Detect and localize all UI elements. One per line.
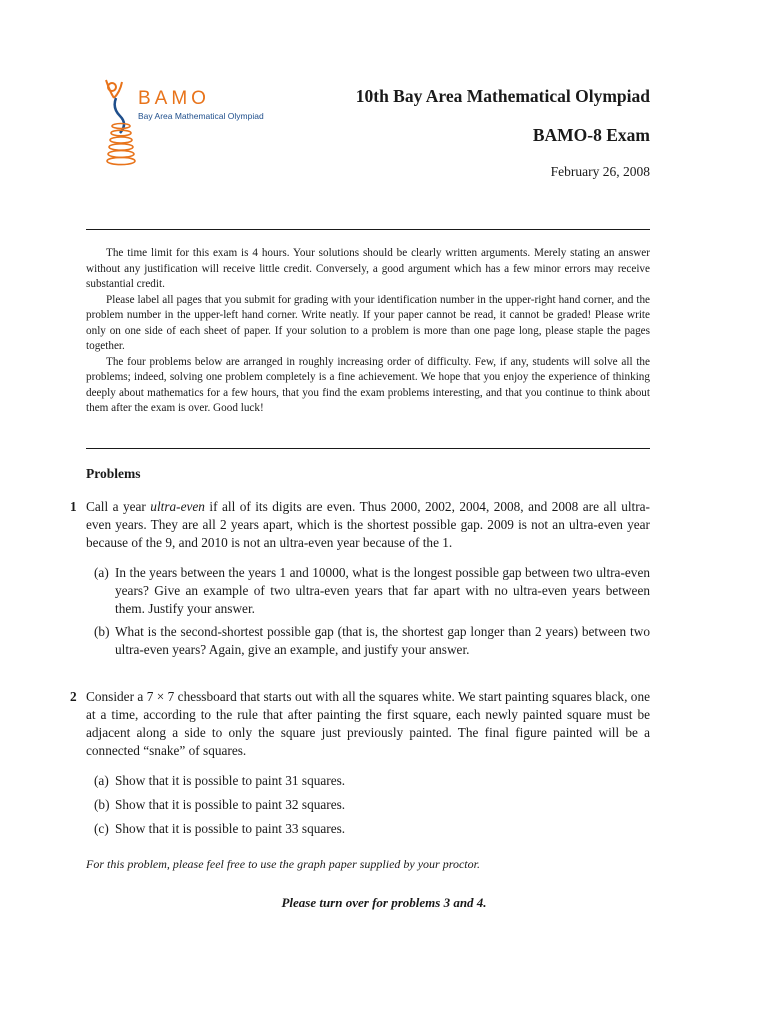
problem-part: (b) What is the second-shortest possible gap (that is, the shortest gap longer than 2 years) between two ultra-even years? Again, give an example, and justify your answer. <box>94 624 650 657</box>
exam-date: February 26, 2008 <box>550 164 650 179</box>
instructions-paragraph: The four problems below are arranged in roughly increasing order of difficulty. Few, if any, students will solve all the problems; indeed, solving one problem completely is a fine achievement. We hope that you enjoy the experience of thinking deeply about mathematics for a few hours, that you find the exam problems interesting, and that you continue to think about them after the exam is over. Good luck! <box>86 355 650 414</box>
logo-subtitle: Bay Area Mathematical Olympiad <box>138 111 264 121</box>
problem-parts <box>86 564 650 659</box>
graph-paper-note: For this problem, please feel free to use the graph paper supplied by your proctor. <box>86 857 480 871</box>
instructions-paragraph: The time limit for this exam is 4 hours. Your solutions should be clearly written arguments. Merely stating an answer without any justification will receive little credit. Conversely, a good argument which has a few minor errors may receive substantial credit. <box>86 247 650 290</box>
problem-part: (b) Show that it is possible to paint 32 squares. <box>94 797 346 812</box>
exam-heading: 10th Bay Area Mathematical Olympiad <box>355 86 650 106</box>
problems-heading: Problems <box>86 466 141 481</box>
instructions-paragraph: Please label all pages that you submit for grading with your identification number in the upper-right hand corner, and the problem number in the upper-left hand corner. Write neatly. If your paper cannot be read, it cannot be graded! Please write only on one side of each sheet of paper. If your solution to a problem is more than one page long, please staple the pages together. <box>86 293 650 352</box>
defined-term: ultra-even <box>150 499 205 514</box>
bamo-logo <box>100 78 280 178</box>
exam-name: BAMO-8 Exam <box>532 125 650 145</box>
problem-2 <box>70 688 650 844</box>
problem-part: (c) Show that it is possible to paint 33 squares. <box>94 821 346 836</box>
problem-part: (a) In the years between the years 1 and 10000, what is the longest possible gap between two ultra-even years? Give an example of two ultra-even years that far apart with no ultra-even years between them. Justify your answer. <box>94 565 650 616</box>
problem-1 <box>70 498 650 664</box>
instructions <box>86 246 650 417</box>
problem-part: (a) Show that it is possible to paint 31 squares. <box>94 773 346 788</box>
problem-number: 1 <box>70 499 77 514</box>
bamo-figure-icon <box>100 78 142 178</box>
top-divider <box>86 229 650 230</box>
logo-title: BAMO <box>138 88 210 109</box>
bottom-divider <box>86 448 650 449</box>
problem-statement: Consider a 7 × 7 chessboard that starts out with all the squares white. We start painting squares black, one at a time, according to the rule that after painting the first square, each newly painted square must be adjacent along a side to only the square just previously painted. The final figure painted will be a connected “snake” of squares. <box>86 689 650 758</box>
problem-number: 2 <box>70 689 77 704</box>
problem-parts <box>86 772 650 838</box>
turn-over-note: Please turn over for problems 3 and 4. <box>281 895 487 910</box>
problem-statement: Call a year ultra-even if all of its digits are even. Thus 2000, 2002, 2004, 2008, and 2008 are all ultra-even years. They are all 2 years apart, which is the shortest possible gap. 2009 is not an ultra-even year because of the 9, and 2010 is not an ultra-even year because of the 1. <box>86 499 650 550</box>
